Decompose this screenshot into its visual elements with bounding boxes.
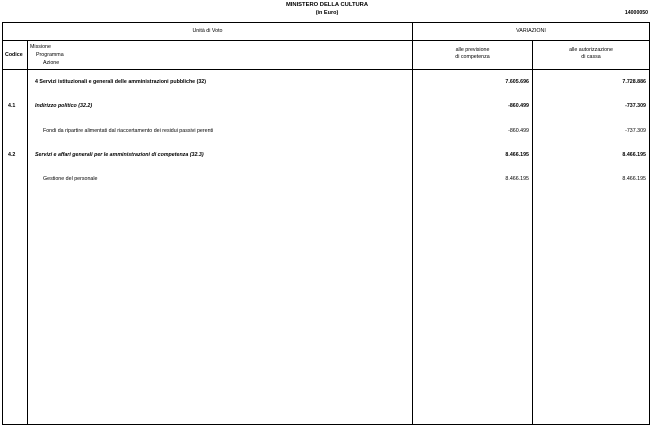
header-variazioni: VARIAZIONI xyxy=(516,28,546,34)
header-programma: Programma xyxy=(36,52,64,58)
currency-note: (in Euro) xyxy=(315,10,339,16)
row-azione2-cassa: 8.466.195 xyxy=(622,176,646,182)
row-programma-cassa: -737.309 xyxy=(625,103,646,109)
header-autorizzazione-cassa xyxy=(533,47,649,61)
header-previsione-competenza xyxy=(413,47,532,61)
header-divider-top xyxy=(3,40,649,41)
row-azione-competenza: -860.499 xyxy=(508,128,529,134)
column-divider-codice xyxy=(27,40,28,424)
row-missione-cassa: 7.728.886 xyxy=(622,79,646,85)
row-programma-label: Indirizzo politico (32.2) xyxy=(35,103,93,109)
document-code: 14000050 xyxy=(624,10,648,16)
row-programma2-code: 4.2 xyxy=(8,152,16,158)
column-divider-cassa xyxy=(532,40,533,424)
header-previsione-line1: alle previsione xyxy=(455,47,490,53)
header-unita-di-voto: Unità di Voto xyxy=(192,28,223,34)
header-azione: Azione xyxy=(43,60,60,66)
header-divider-bottom xyxy=(3,69,649,70)
budget-table xyxy=(2,22,650,425)
header-missione: Missione xyxy=(30,44,51,50)
header-codice: Codice xyxy=(5,52,23,58)
row-programma2-cassa: 8.466.195 xyxy=(622,152,646,158)
row-programma-competenza: -860.499 xyxy=(508,103,529,109)
row-programma2-label: Servizi e affari generali per le amministrazioni di competenza (32.3) xyxy=(35,152,204,158)
row-azione2-competenza: 8.466.195 xyxy=(505,176,529,182)
row-azione-cassa: -737.309 xyxy=(625,128,646,134)
ministry-title: MINISTERO DELLA CULTURA xyxy=(285,2,369,8)
header-cassa-line1: alle autorizzazione xyxy=(569,47,613,53)
row-azione2-label: Gestione del personale xyxy=(43,176,98,182)
row-missione-competenza: 7.605.696 xyxy=(505,79,529,85)
header-previsione-line2: di competenza xyxy=(455,54,490,60)
row-programma-code: 4.1 xyxy=(8,103,16,109)
header-cassa-line2: di cassa xyxy=(581,54,601,60)
row-missione-label: 4 Servizi istituzionali e generali delle amministrazioni pubbliche (32) xyxy=(35,79,207,85)
row-azione-label: Fondi da ripartire alimentati dal riaccertamento dei residui passivi perenti xyxy=(43,128,214,134)
row-programma2-competenza: 8.466.195 xyxy=(505,152,529,158)
